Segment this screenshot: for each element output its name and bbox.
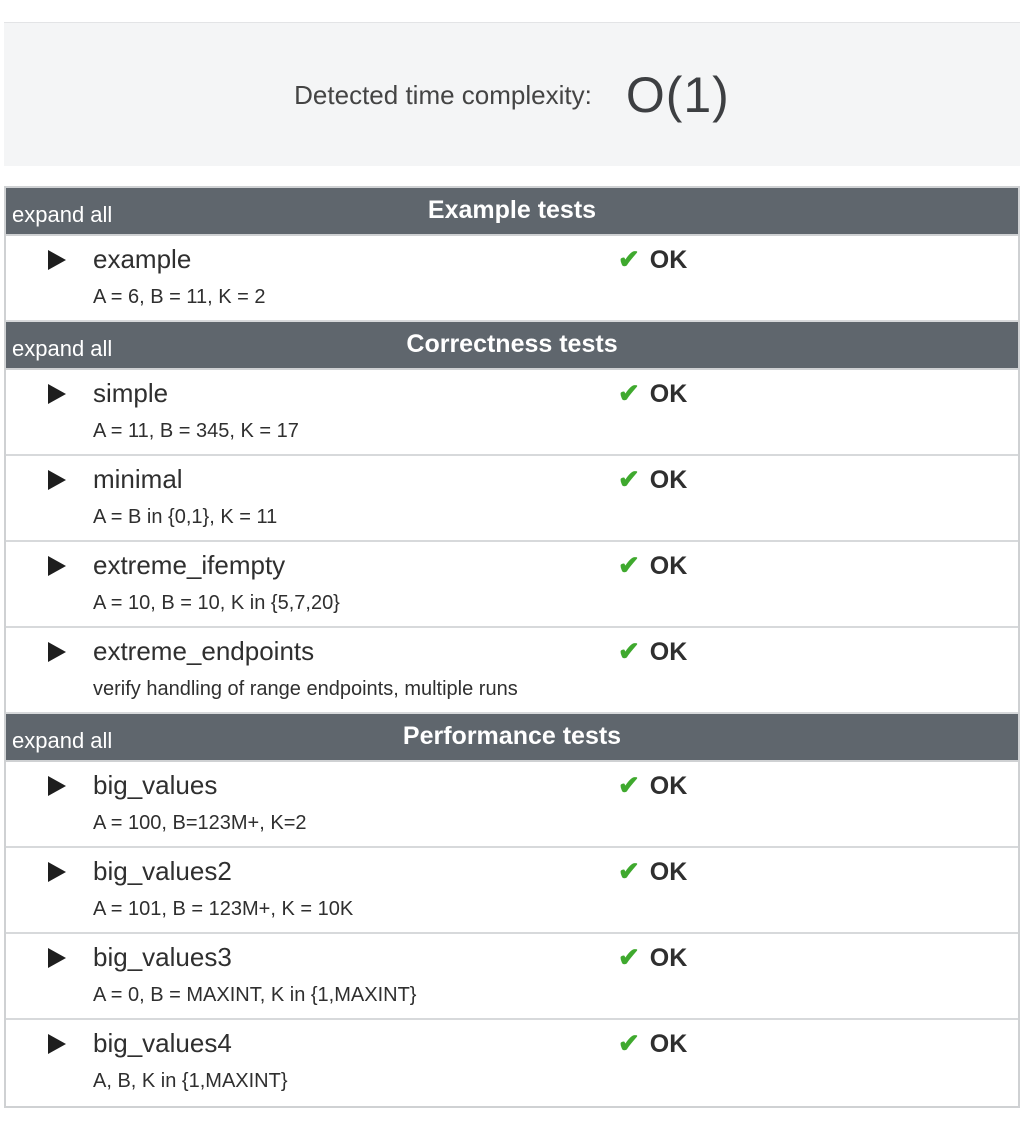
tests-table <box>4 186 1020 1108</box>
test-description: A = 100, B=123M+, K=2 <box>93 812 307 834</box>
complexity-label: Detected time complexity: <box>294 80 592 110</box>
test-row <box>6 1020 1018 1106</box>
checkmark-icon: ✔ <box>618 550 640 580</box>
test-name[interactable]: simple <box>93 378 169 408</box>
triangle-right-icon[interactable] <box>48 642 66 662</box>
test-description: A = 6, B = 11, K = 2 <box>93 286 266 308</box>
checkmark-icon: ✔ <box>618 856 640 886</box>
test-name[interactable]: extreme_endpoints <box>93 636 315 666</box>
test-result <box>618 856 687 887</box>
result-label: OK <box>649 552 688 580</box>
checkmark-icon: ✔ <box>618 378 640 408</box>
test-row <box>6 456 1018 542</box>
result-label: OK <box>649 944 688 972</box>
test-description: A = B in {0,1}, K = 11 <box>93 506 278 528</box>
result-label: OK <box>649 638 688 666</box>
triangle-right-icon[interactable] <box>48 556 66 576</box>
result-label: OK <box>649 246 688 274</box>
triangle-right-icon[interactable] <box>48 470 66 490</box>
test-name[interactable]: big_values2 <box>93 856 232 886</box>
test-row <box>6 542 1018 628</box>
checkmark-icon: ✔ <box>618 636 640 666</box>
group-header-example-tests <box>6 188 1018 236</box>
checkmark-icon: ✔ <box>618 464 640 494</box>
test-description: A, B, K in {1,MAXINT} <box>93 1070 288 1092</box>
test-name[interactable]: extreme_ifempty <box>93 550 286 580</box>
test-result <box>618 244 687 275</box>
test-name[interactable]: big_values4 <box>93 1028 232 1058</box>
expand-all-button[interactable]: expand all <box>12 728 113 753</box>
test-result <box>618 464 687 495</box>
group-header-correctness-tests <box>6 322 1018 370</box>
result-label: OK <box>649 466 688 494</box>
checkmark-icon: ✔ <box>618 942 640 972</box>
group-header-performance-tests <box>6 714 1018 762</box>
test-result <box>618 770 687 801</box>
test-description: A = 10, B = 10, K in {5,7,20} <box>93 592 340 614</box>
test-result <box>618 1028 687 1059</box>
triangle-right-icon[interactable] <box>48 384 66 404</box>
triangle-right-icon[interactable] <box>48 948 66 968</box>
triangle-right-icon[interactable] <box>48 1034 66 1054</box>
group-title: Performance tests <box>402 722 622 750</box>
expand-all-button[interactable]: expand all <box>12 336 113 361</box>
test-row <box>6 236 1018 322</box>
triangle-right-icon[interactable] <box>48 776 66 796</box>
test-row <box>6 848 1018 934</box>
triangle-right-icon[interactable] <box>48 862 66 882</box>
group-title: Correctness tests <box>406 330 618 358</box>
test-name[interactable]: big_values3 <box>93 942 232 972</box>
test-result <box>618 636 687 667</box>
test-row <box>6 628 1018 714</box>
triangle-right-icon[interactable] <box>48 250 66 270</box>
test-description: A = 101, B = 123M+, K = 10K <box>93 898 354 920</box>
test-row <box>6 934 1018 1020</box>
result-label: OK <box>649 772 688 800</box>
test-description: A = 0, B = MAXINT, K in {1,MAXINT} <box>93 984 417 1006</box>
test-row <box>6 762 1018 848</box>
test-description: A = 11, B = 345, K = 17 <box>93 420 299 442</box>
test-name[interactable]: example <box>93 244 192 274</box>
result-label: OK <box>649 858 688 886</box>
test-description: verify handling of range endpoints, multiple runs <box>93 678 518 700</box>
checkmark-icon: ✔ <box>618 244 640 274</box>
checkmark-icon: ✔ <box>618 1028 640 1058</box>
checkmark-icon: ✔ <box>618 770 640 800</box>
complexity-value: O(1) <box>625 66 730 123</box>
result-label: OK <box>649 380 688 408</box>
result-label: OK <box>649 1030 688 1058</box>
expand-all-button[interactable]: expand all <box>12 202 113 227</box>
test-result <box>618 942 687 973</box>
test-name[interactable]: big_values <box>93 770 218 800</box>
test-row <box>6 370 1018 456</box>
test-result <box>618 378 687 409</box>
complexity-panel <box>4 22 1020 166</box>
test-name[interactable]: minimal <box>93 464 183 494</box>
group-title: Example tests <box>427 196 597 224</box>
test-result <box>618 550 687 581</box>
